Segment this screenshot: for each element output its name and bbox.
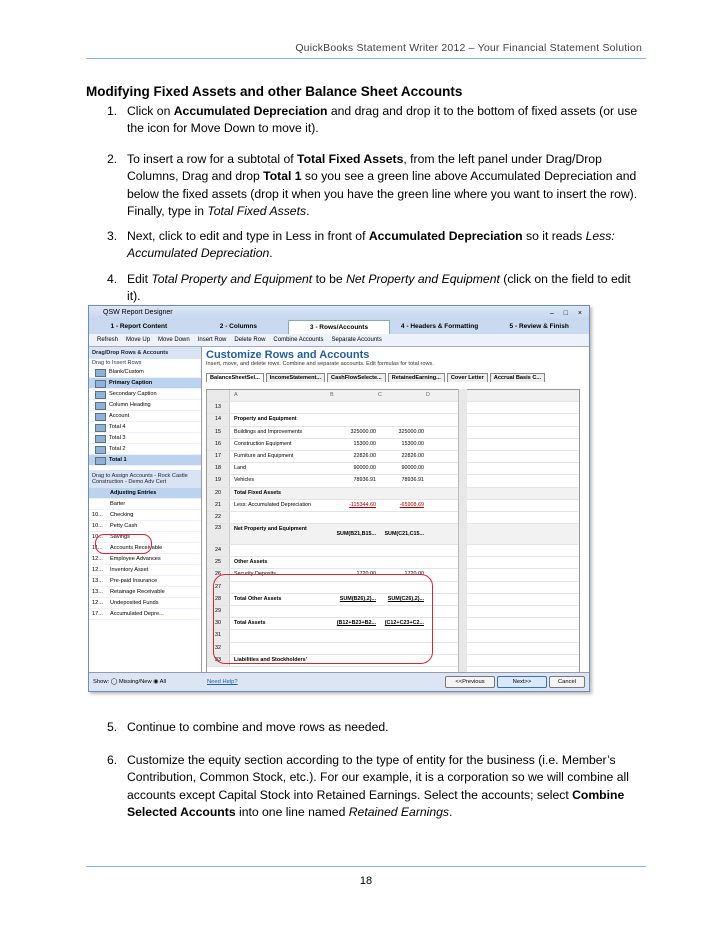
item-text — [127, 271, 647, 306]
need-help-link[interactable]: Need Help? — [207, 679, 238, 685]
account-item[interactable]: 12... Employee Advances — [89, 554, 201, 565]
row-type-item[interactable]: Primary Caption — [89, 378, 201, 389]
text-run: Less: Accumulated Depreciation — [127, 229, 615, 261]
grid-scrollbar[interactable] — [458, 389, 467, 673]
show-filter[interactable]: Show: ◯ Missing/New ◉ All — [93, 679, 167, 685]
text-run: (click on the field to edit it). — [127, 272, 631, 304]
table-row[interactable]: 25 Other Assets — [207, 557, 579, 569]
separate-accounts-button[interactable]: Separate Accounts — [331, 337, 382, 343]
account-item[interactable]: 13... Pre-paid Insurance — [89, 576, 201, 587]
col-header: B — [330, 392, 334, 398]
table-row[interactable]: 19 Vehicles 78936.91 78936.91 — [207, 475, 579, 487]
text-run: . — [449, 805, 453, 820]
sheet-tab[interactable]: Cover Letter — [447, 373, 488, 382]
table-row[interactable]: 22 — [207, 512, 579, 524]
text-run: Edit — [127, 272, 152, 286]
table-row[interactable]: 29 — [207, 606, 579, 618]
row-type-item[interactable]: Secondary Caption — [89, 389, 201, 400]
item-text — [127, 752, 647, 822]
item-number: 6. — [107, 753, 118, 767]
text-run: Click on — [127, 104, 174, 118]
item-number: 2. — [107, 152, 118, 166]
col-header: D — [426, 392, 430, 398]
wizard-tabs — [89, 320, 589, 334]
text-run: Combine Selected Accounts — [127, 787, 625, 820]
left-panel-title: Drag/Drop Rows & Accounts — [89, 347, 201, 359]
grid-header-row — [207, 390, 579, 402]
account-item[interactable]: 10... Petty Cash — [89, 521, 201, 532]
account-item[interactable]: 10... Checking — [89, 510, 201, 521]
table-row[interactable]: 14 Property and Equipment — [207, 414, 579, 426]
text-run: into one line named — [235, 805, 349, 820]
text-run: Accumulated Depreciation — [173, 104, 328, 118]
item-number: 4. — [107, 272, 118, 286]
sheet-tab[interactable]: BalanceSheetSel... — [206, 373, 264, 382]
text-run: Total Fixed Assets — [297, 152, 404, 166]
text-run: Total Fixed Assets — [207, 204, 307, 219]
text-run: Net Property and Equipment — [346, 272, 500, 286]
left-panel — [89, 347, 202, 673]
tab-report-content[interactable]: 1 - Report Content — [110, 323, 168, 330]
table-row[interactable]: 26 Security Deposits 1720.00 1720.00 — [207, 569, 579, 581]
page-footer — [86, 866, 646, 887]
row-type-item[interactable]: Blank/Custom — [89, 367, 201, 378]
next-button[interactable]: Next>> — [497, 676, 547, 688]
item-text — [127, 103, 647, 138]
text-run: Retained Earnings — [348, 805, 450, 820]
text-run: To insert a row for a subtotal of — [127, 152, 298, 166]
table-row[interactable]: 15 Buildings and Improvements 325000.00 325000.00 — [207, 427, 579, 439]
delete-row-button[interactable]: Delete Row — [234, 337, 266, 343]
table-row[interactable]: 21 Less: Accumulated Depreciation -115344.60 -65908.69 — [207, 500, 579, 512]
window-title: QSW Report Designer — [103, 309, 173, 316]
main-subtitle: Insert, move, and delete rows. Combine and separate accounts. Edit formulas for total rows. — [206, 361, 434, 367]
tab-columns[interactable]: 2 - Columns — [219, 323, 257, 330]
highlight-circle — [95, 534, 152, 554]
col-header: C — [378, 392, 382, 398]
text-run: Next, click to edit and type in Less in front of — [127, 229, 369, 243]
text-run: so you see a green line above Accumulated Depreciation and below the fixed assets (drop it when you have the green line where you want to insert the row). Finally, type in — [127, 169, 638, 219]
main-panel — [202, 347, 589, 673]
row-type-item[interactable]: Total 1 — [89, 455, 201, 466]
account-item[interactable]: 11... Accounts Receivable — [89, 543, 201, 554]
refresh-button[interactable]: Refresh — [97, 337, 119, 343]
table-row[interactable]: 18 Land 90000.00 90000.00 — [207, 463, 579, 475]
assign-accounts-title: Drag to Assign Accounts - Rock Castle Construction - Demo Adv Cert — [89, 470, 201, 488]
table-row[interactable]: 27 — [207, 582, 579, 594]
text-run: . — [269, 246, 273, 261]
text-run: Continue to combine and move rows as needed. — [127, 720, 389, 734]
table-row[interactable]: 13 — [207, 402, 579, 414]
tab-review-finish[interactable]: 5 - Review & Finish — [509, 323, 569, 330]
item-text — [127, 228, 647, 263]
table-row[interactable]: 16 Construction Equipment 15300.00 15300.00 — [207, 439, 579, 451]
move-up-button[interactable]: Move Up — [126, 337, 151, 343]
window-titlebar — [89, 306, 589, 320]
text-run: , from the left panel under Drag/Drop Columns, Drag and drop — [127, 152, 602, 184]
table-row[interactable]: 20 Total Fixed Assets — [207, 488, 579, 500]
table-row[interactable]: 17 Furniture and Equipment 22826.00 22826.00 — [207, 451, 579, 463]
table-row[interactable]: 31 — [207, 630, 579, 642]
item-number: 1. — [107, 104, 118, 118]
row-type-item[interactable]: Total 2 — [89, 444, 201, 455]
table-row[interactable]: 23 Net Property and Equipment SUM(B21,B15... SUM(C21,C15... — [207, 524, 579, 545]
text-run: and drag and drop it to the bottom of fixed assets (or use the icon for Move Down to move it). — [127, 104, 638, 136]
table-row[interactable]: 33 Liabilities and Stockholders' — [207, 655, 579, 667]
section-heading: Modifying Fixed Assets and other Balance Sheet Accounts — [86, 84, 463, 99]
col-header: A — [234, 392, 238, 398]
page-header — [86, 38, 646, 59]
table-row[interactable]: 32 — [207, 643, 579, 655]
account-item[interactable]: 12... Inventory Asset — [89, 565, 201, 576]
sheet-tab[interactable]: CashFlowSelecte... — [327, 373, 386, 382]
item-text — [127, 151, 647, 221]
text-run: so it reads — [522, 229, 586, 243]
main-title: Customize Rows and Accounts — [206, 349, 370, 361]
report-designer-screenshot — [88, 305, 590, 692]
account-item[interactable]: 10... Savings — [89, 532, 201, 543]
text-run: Total 1 — [263, 169, 302, 184]
text-run: Accumulated Depreciation — [368, 229, 523, 243]
table-row[interactable]: 28 Total Other Assets SUM(B26),2)... SUM(C26),2)... — [207, 594, 579, 606]
account-item[interactable]: Barter — [89, 499, 201, 510]
combine-accounts-button[interactable]: Combine Accounts — [273, 337, 324, 343]
sheet-tabs — [202, 367, 589, 382]
text-run: Customize the equity section according to the type of entity for the business (i.e. Member’s Contribution, Common Stock, etc.). For our example, it is a corporation so we will combine all accounts except Capital Stock into Retained Earnings. Select the accounts; select — [127, 753, 629, 802]
table-row[interactable]: 24 — [207, 545, 579, 557]
insert-row-button[interactable]: Insert Row — [197, 337, 227, 343]
item-text — [127, 719, 647, 736]
account-item[interactable]: 13... Retainage Receivable — [89, 587, 201, 598]
table-row[interactable]: 30 Total Assets (B12+B23+B2... (C12+C23+C2... — [207, 618, 579, 630]
header-title: QuickBooks Statement Writer 2012 – Your Financial Statement Solution — [295, 42, 642, 54]
toolbar — [89, 334, 589, 347]
item-number: 5. — [107, 720, 118, 734]
account-item[interactable]: 17... Accumulated Depre... — [89, 609, 201, 620]
highlight-circle — [213, 574, 433, 664]
left-panel-subtitle: Drag to Insert Rows — [92, 360, 142, 366]
text-run: . — [306, 204, 310, 219]
sheet-tab[interactable]: IncomeStatement... — [266, 373, 325, 382]
window-controls[interactable]: – □ × — [549, 310, 586, 317]
move-down-button[interactable]: Move Down — [158, 337, 190, 343]
row-type-item[interactable]: Total 4 — [89, 422, 201, 433]
rows-grid — [206, 389, 580, 673]
text-run: Total Property and Equipment — [151, 272, 313, 286]
row-type-item[interactable]: Column Heading — [89, 400, 201, 411]
sheet-tab[interactable]: Accrual Basis C... — [490, 373, 545, 382]
item-number: 3. — [107, 229, 118, 243]
sheet-tab[interactable]: RetainedEarning... — [388, 373, 445, 382]
bottom-bar — [89, 672, 589, 691]
row-type-item[interactable]: Total 3 — [89, 433, 201, 444]
tab-rows-accounts[interactable]: 3 - Rows/Accounts — [288, 320, 390, 334]
text-run: to be — [312, 272, 347, 286]
cancel-button[interactable]: Cancel — [549, 676, 585, 688]
previous-button[interactable]: <<Previous — [445, 676, 495, 688]
tab-headers-formatting[interactable]: 4 - Headers & Formatting — [400, 323, 479, 330]
account-item[interactable]: 12... Undeposited Funds — [89, 598, 201, 609]
row-type-item[interactable]: Account — [89, 411, 201, 422]
page-number: 18 — [359, 875, 373, 887]
account-item[interactable]: Adjusting Entries — [89, 488, 201, 499]
